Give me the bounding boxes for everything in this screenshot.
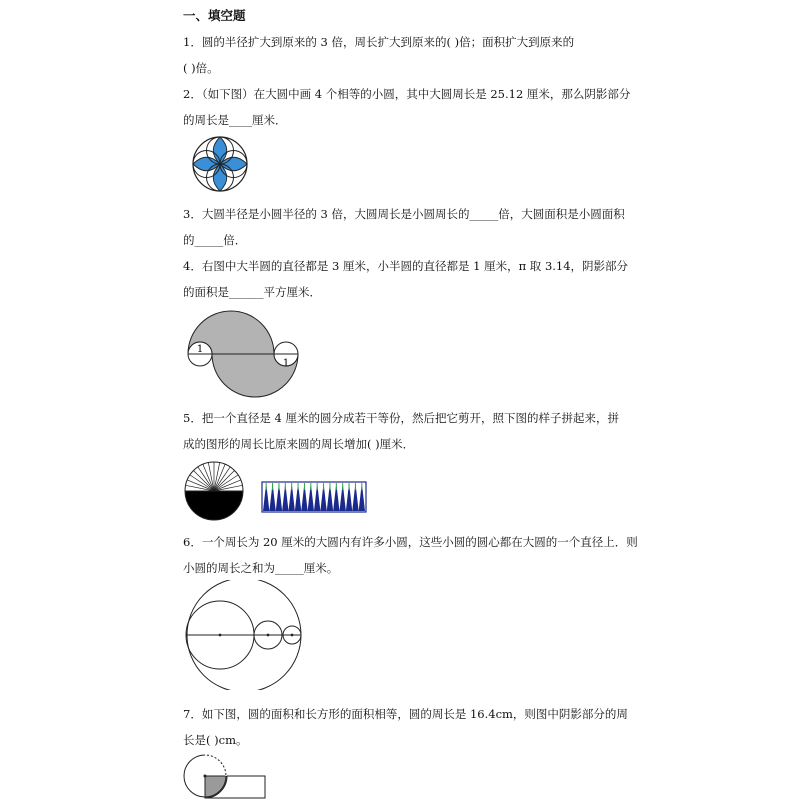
cut-circle-figure	[183, 460, 373, 524]
question-5-line-2: 成的图形的周长比原来圆的周长增加( )厘米．	[183, 437, 415, 451]
question-3-line-2: 的_____倍．	[183, 233, 247, 247]
semicircles-figure	[185, 308, 305, 398]
question-1-line-1: 1．圆的半径扩大到原来的 3 倍，周长扩大到原来的( )倍；面积扩大到原来的	[183, 35, 575, 49]
section-title: 一、填空题	[183, 8, 246, 23]
question-6-line-2: 小圆的周长之和为_____厘米。	[183, 561, 339, 575]
question-3-line-1: 3．大圆半径是小圆半径的 3 倍，大圆周长是小圆周长的_____倍，大圆面积是小圆面积	[183, 207, 625, 221]
question-2-line-2: 的周长是____厘米．	[183, 113, 287, 127]
question-4-line-2: 的面积是______平方厘米．	[183, 285, 321, 299]
question-2-line-1: 2．（如下图）在大圆中画 4 个相等的小圆，其中大圆周长是 25.12 厘米，那么阴影部分	[183, 87, 631, 101]
four-petal-circle-figure	[190, 134, 250, 194]
circles-on-diameter-figure	[183, 580, 309, 690]
question-4-line-1: 4．右图中大半圆的直径都是 3 厘米，小半圆的直径都是 1 厘米，π 取 3.14，阴影部分	[183, 259, 629, 273]
sector-line	[214, 470, 235, 491]
question-7-line-1: 7．如下图，圆的面积和长方形的面积相等，圆的周长是 16.4cm，则图中阴影部分的周	[183, 707, 628, 721]
sector-line	[193, 470, 214, 491]
question-1-line-2: ( )倍。	[183, 61, 219, 75]
semicircle-label-left: 1	[196, 344, 204, 355]
question-5-line-1: 5．把一个直径是 4 厘米的圆分成若干等份，然后把它剪开，照下图的样子拼起来，拼	[183, 411, 619, 425]
question-6-line-1: 6．一个周长为 20 厘米的大圆内有许多小圆，这些小圆的圆心都在大圆的一个直径上．则	[183, 535, 638, 549]
circle-rectangle-figure	[183, 754, 269, 800]
semicircle-label-right: 1	[282, 358, 290, 369]
question-7-line-2: 长是( )cm。	[183, 733, 248, 747]
